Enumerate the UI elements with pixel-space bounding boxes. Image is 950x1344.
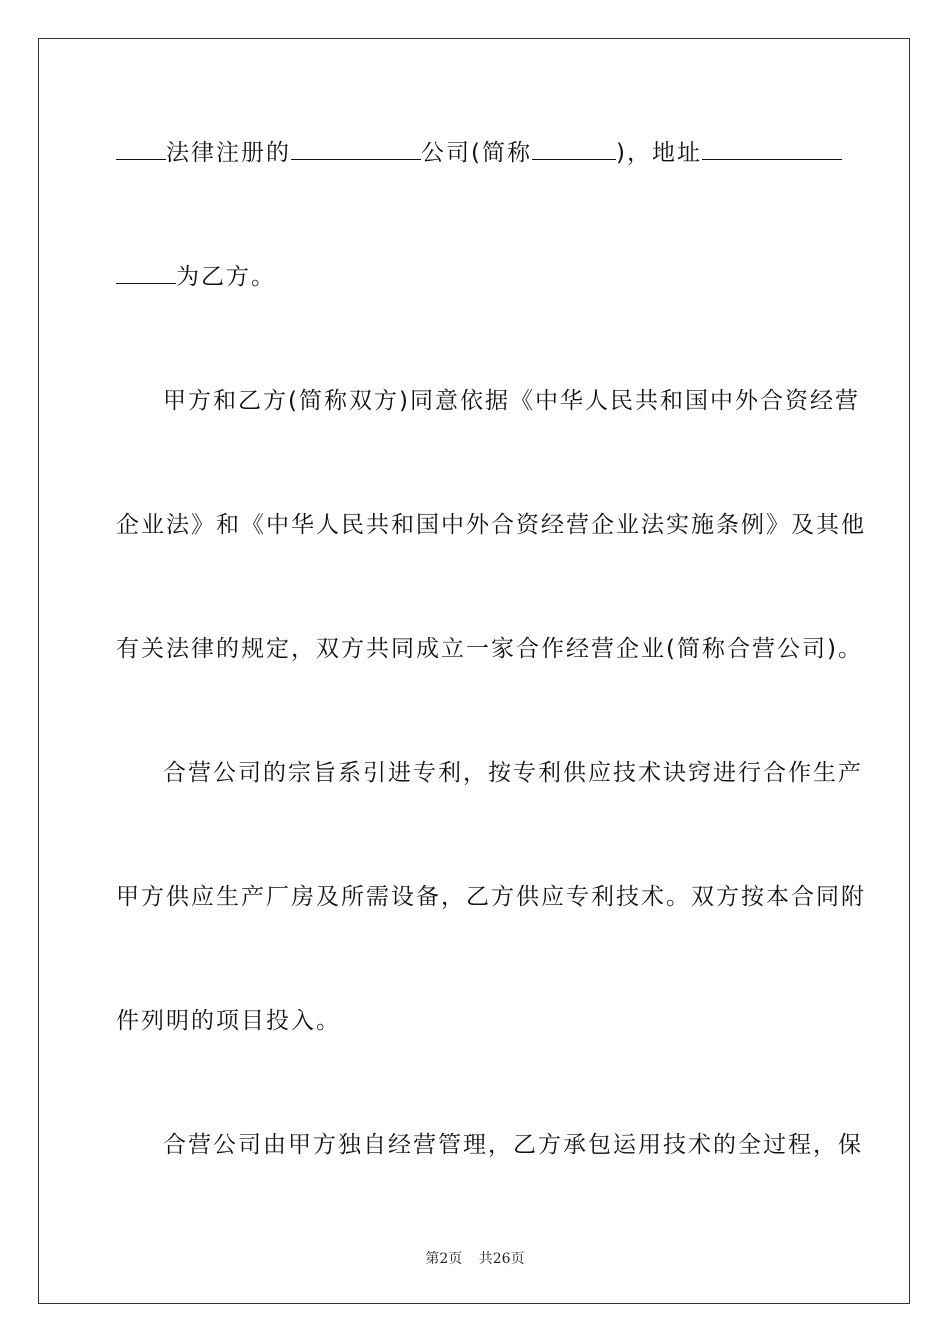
page-footer — [0, 1248, 950, 1268]
text-segment: 公司(简称 — [421, 140, 532, 166]
text-segment: )，地址 — [615, 140, 702, 166]
blank-field — [291, 139, 421, 160]
text-line-6: 合营公司的宗旨系引进专利，按专利供应技术诀窍进行合作生产 — [163, 760, 863, 786]
page-border — [38, 38, 910, 1304]
text-line-5: 有关法律的规定，双方共同成立一家合作经营企业(简称合营公司)。 — [116, 636, 863, 662]
text-line-4: 企业法》和《中华人民共和国中外合资经营企业法实施条例》及其他 — [116, 512, 866, 538]
text-line-7: 甲方供应生产厂房及所需设备，乙方供应专利技术。双方按本合同附 — [116, 884, 866, 910]
blank-field — [116, 139, 166, 160]
text-line-1 — [116, 138, 842, 168]
text-segment: 法律注册的 — [166, 140, 291, 166]
blank-field — [532, 139, 616, 160]
text-line-3: 甲方和乙方(简称双方)同意依据《中华人民共和国中外合资经营 — [163, 388, 860, 414]
blank-field — [116, 263, 176, 284]
text-line-2 — [116, 262, 276, 292]
text-line-9: 合营公司由甲方独自经营管理，乙方承包运用技术的全过程，保 — [163, 1132, 863, 1158]
text-segment: 为乙方。 — [176, 264, 276, 290]
text-line-8: 件列明的项目投入。 — [116, 1008, 341, 1034]
page-number: 第2页 — [425, 1251, 463, 1267]
page-total: 共26页 — [478, 1251, 525, 1267]
blank-field — [702, 139, 842, 160]
